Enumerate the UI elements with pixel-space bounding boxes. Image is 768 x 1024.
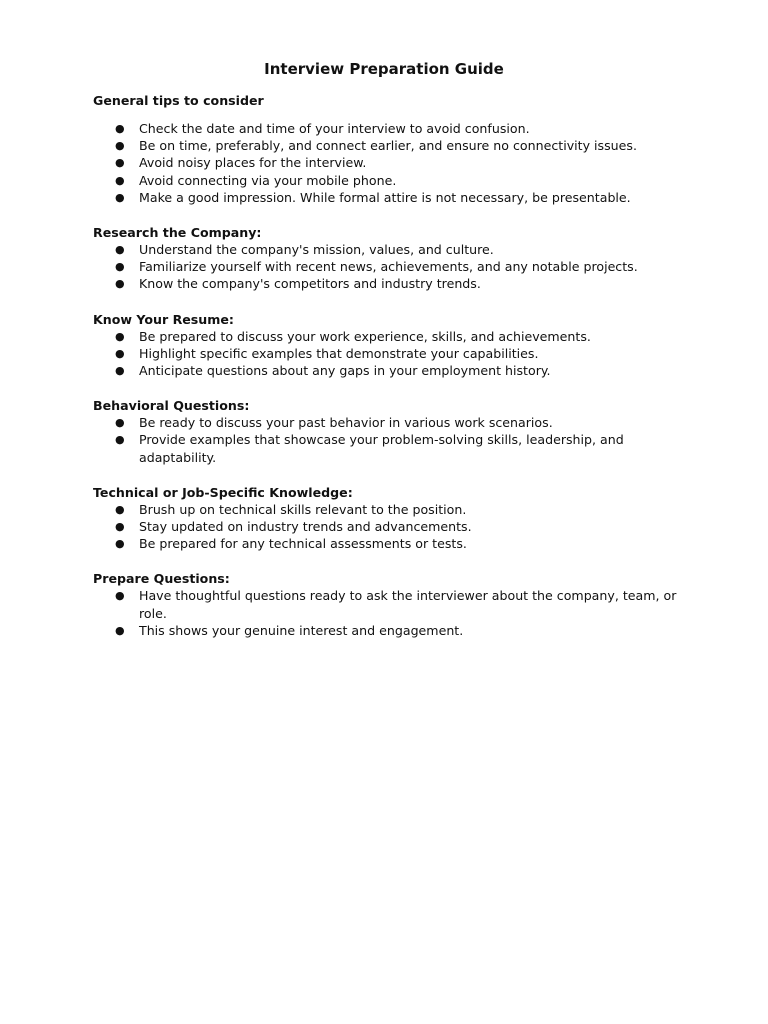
bullet-icon: ● (115, 433, 125, 447)
list-item-text: Avoid noisy places for the interview. (139, 155, 367, 171)
section-heading: General tips to consider (93, 93, 264, 108)
bullet-icon: ● (115, 173, 125, 187)
list-item (93, 518, 679, 535)
document-body (93, 92, 693, 639)
page-title: Interview Preparation Guide (264, 60, 504, 78)
list-item (93, 622, 679, 639)
section-heading: Technical or Job-Specific Knowledge: (93, 484, 353, 500)
list-item (93, 154, 679, 171)
bullet-icon: ● (115, 589, 125, 603)
list-item-text: Be ready to discuss your past behavior in various work scenarios. (139, 415, 553, 431)
list-item-text: Highlight specific examples that demonstrate your capabilities. (139, 345, 539, 361)
bullet-list (93, 587, 693, 639)
section-heading: Know Your Resume: (93, 311, 234, 327)
bullet-icon: ● (115, 537, 125, 551)
list-item (93, 172, 679, 189)
list-item-text: Make a good impression. While formal attire is not necessary, be presentable. (139, 189, 631, 205)
list-item-text: This shows your genuine interest and engagement. (139, 622, 464, 638)
section-general-tips (93, 92, 693, 206)
bullet-icon: ● (115, 520, 125, 534)
list-item-text: Stay updated on industry trends and advancements. (139, 519, 472, 535)
list-item (93, 414, 679, 431)
list-item-text: Understand the company's mission, values, and culture. (139, 242, 494, 258)
bullet-icon: ● (115, 122, 125, 135)
list-item (93, 587, 679, 621)
bullet-icon: ● (115, 156, 125, 170)
bullet-icon: ● (115, 139, 125, 153)
list-item (93, 120, 679, 137)
bullet-icon: ● (115, 243, 125, 257)
bullet-icon: ● (115, 329, 125, 343)
list-item-text: Brush up on technical skills relevant to the position. (139, 501, 467, 517)
list-item (93, 137, 679, 154)
list-item (93, 535, 679, 552)
bullet-list (93, 120, 693, 206)
bullet-list (93, 414, 693, 466)
bullet-icon: ● (115, 190, 125, 204)
bullet-icon: ● (115, 502, 125, 516)
list-item-text: Anticipate questions about any gaps in your employment history. (139, 363, 551, 379)
bullet-list (93, 501, 693, 553)
list-item (93, 258, 679, 275)
section-heading: Behavioral Questions: (93, 398, 250, 414)
list-item (93, 431, 679, 465)
list-item (93, 189, 679, 206)
bullet-icon: ● (115, 346, 125, 360)
list-item-text: Be prepared to discuss your work experience, skills, and achievements. (139, 328, 591, 344)
section-heading: Prepare Questions: (93, 571, 230, 587)
bullet-icon: ● (115, 277, 125, 291)
section-heading: Research the Company: (93, 225, 262, 241)
list-item (93, 328, 679, 345)
list-item (93, 241, 679, 258)
list-item (93, 275, 679, 292)
bullet-icon: ● (115, 364, 125, 378)
list-item-text: Know the company's competitors and industry trends. (139, 276, 481, 292)
bullet-icon: ● (115, 623, 125, 637)
list-item (93, 362, 679, 379)
section-behavioral-questions (93, 397, 693, 466)
list-item (93, 501, 679, 518)
section-technical-knowledge (93, 484, 693, 553)
list-item-text: Avoid connecting via your mobile phone. (139, 172, 397, 188)
bullet-icon: ● (115, 260, 125, 274)
section-prepare-questions (93, 570, 693, 639)
bullet-list (93, 328, 693, 380)
section-research-company (93, 224, 693, 293)
list-item-text: Be prepared for any technical assessments or tests. (139, 536, 467, 552)
list-item-text: Familiarize yourself with recent news, achievements, and any notable projects. (139, 259, 638, 275)
section-know-resume (93, 311, 693, 380)
list-item-text: Check the date and time of your interview to avoid confusion. (139, 121, 530, 136)
list-item (93, 345, 679, 362)
list-item-text: Have thoughtful questions ready to ask the interviewer about the company, team, or role. (139, 588, 677, 621)
list-item-text: Provide examples that showcase your problem-solving skills, leadership, and adaptability. (139, 432, 624, 465)
list-item-text: Be on time, preferably, and connect earlier, and ensure no connectivity issues. (139, 138, 637, 154)
bullet-list (93, 241, 693, 293)
bullet-icon: ● (115, 416, 125, 430)
